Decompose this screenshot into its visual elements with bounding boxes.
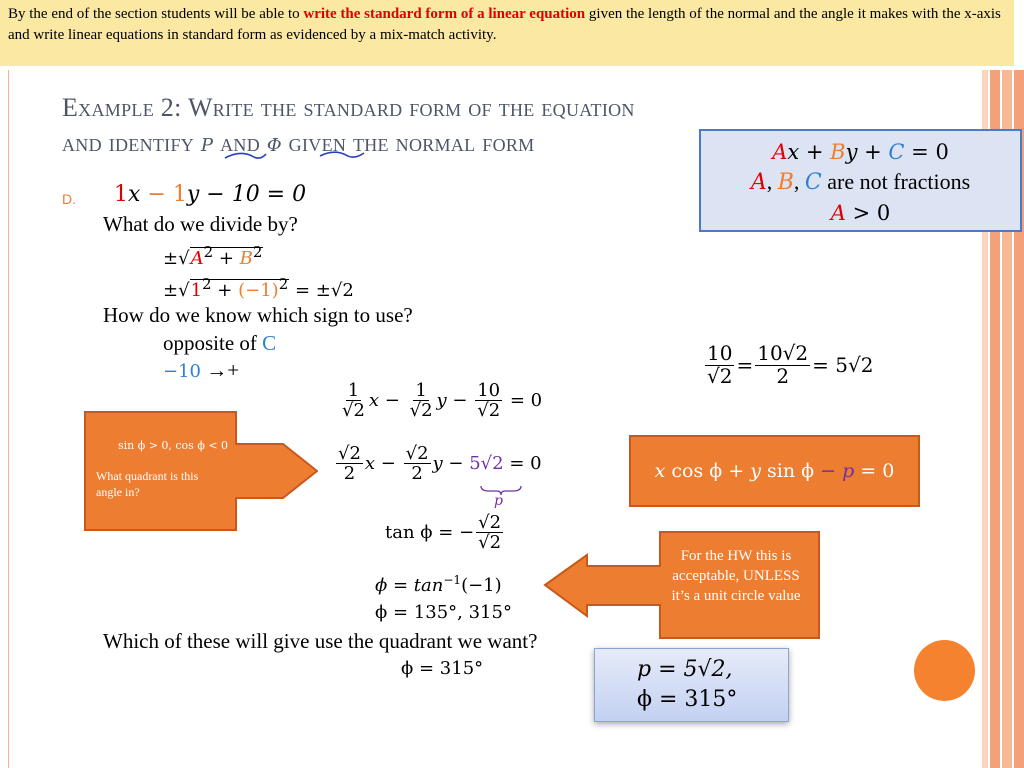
phi-values: ϕ = 135°, 315° (375, 602, 512, 623)
rule-not-fractions: A, B, C are not fractions (750, 169, 971, 195)
sign-rule: −10 →+ (163, 358, 240, 382)
problem-equation: 1x − 1y − 10 = 0 (114, 182, 307, 207)
question-divide: What do we divide by? (103, 212, 298, 236)
p-label: p (494, 493, 503, 509)
question-quadrant: Which of these will give use the quadrant we want? (103, 629, 538, 653)
side-calculation: $\frac{10}{√2}$ = $\frac{10√2}{2}$ = 5√2 (707, 341, 874, 388)
sin-cos-condition: sin ϕ > 0, cos ϕ < 0 (117, 439, 229, 452)
equation-1: $\frac{1}{√2}$ x − $\frac{1}{√2}$ y − $\frac{10}{√2}$ = 0 (342, 380, 543, 422)
title-p: p (200, 128, 214, 158)
quadrant-question: What quadrant is this angle in? (96, 469, 199, 499)
objective-banner (0, 0, 1014, 66)
problem-label: D. (62, 191, 76, 207)
phi-final: ϕ = 315° (401, 658, 484, 679)
standard-form-rule-box (699, 129, 1022, 232)
rule-equation: Ax + By + C = 0 (772, 140, 949, 164)
rule-A-positive: A > 0 (830, 201, 891, 225)
equation-2: $\frac{√2}{2}$ x − $\frac{√2}{2}$ y − 5√2 = 0 (338, 443, 542, 485)
title-line-1: Example 2: Write the standard form of the equation (62, 93, 635, 122)
radical-AB: $\pm√A^2 + B^2$ (163, 243, 263, 269)
banner-text: By the end of the section students will be able to (8, 6, 304, 22)
term-5root2: 5√2 (469, 453, 504, 475)
radical-values: $\pm√1^2 + (-1)^2 = \pm√2$ (163, 275, 354, 301)
left-rule-line (8, 70, 9, 768)
opposite-of-c: opposite of C (163, 331, 277, 355)
answer-phi: ϕ = 315° (637, 687, 738, 712)
normal-form-box: x cos ϕ + y sin ϕ − p = 0 (629, 435, 920, 507)
answer-p: p = 5√2, (637, 657, 733, 682)
orange-circle-decoration (914, 640, 975, 701)
handwritten-underline-mark (222, 148, 370, 164)
answer-box (594, 648, 789, 722)
title-line-2: and identify p and ϕ given the normal form (62, 128, 535, 158)
hw-note: For the HW this is acceptable, UNLESS it’s a unit circle value (671, 548, 801, 604)
arctan-equation: $\phi = \tan^{-1}(-1)$ (375, 573, 502, 596)
tan-equation: tan ϕ = − $\frac{√2}{√2}$ (385, 512, 502, 554)
banner-highlight: write the standard form of a linear equation (303, 6, 586, 22)
title-phi: ϕ (266, 128, 282, 158)
banner-text: given the length of the normal and the angle it makes with the x-axis and write linear equations in standard form as evidenced by a mix-match activity. (8, 6, 1001, 43)
left-callout-text (96, 438, 246, 500)
question-sign: How do we know which sign to use? (103, 303, 413, 327)
